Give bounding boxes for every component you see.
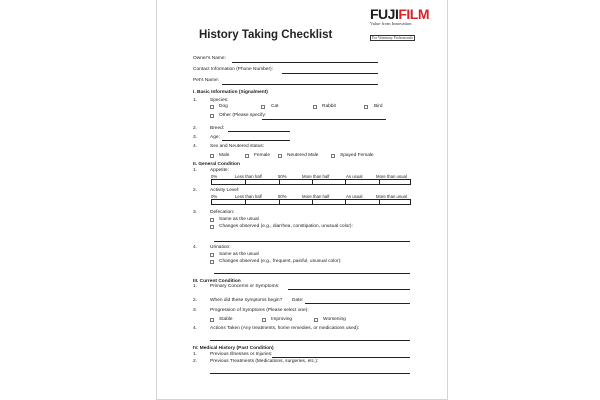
treatments-field[interactable]: [210, 373, 410, 374]
other-label: Other (Please specify:: [219, 113, 267, 118]
item-number: 3.: [193, 210, 198, 215]
female-label: Female: [254, 153, 270, 158]
item-number: 2.: [193, 359, 198, 364]
concerns-label: Primary Concerns or Symptoms:: [210, 284, 280, 289]
urination-changes-checkbox[interactable]: [210, 260, 214, 264]
pet-field[interactable]: [222, 84, 378, 85]
illnesses-field[interactable]: [272, 357, 410, 358]
contact-field[interactable]: [282, 73, 378, 74]
neutered-male-checkbox[interactable]: [278, 154, 282, 158]
other-field[interactable]: [262, 119, 386, 120]
defecation-same-checkbox[interactable]: [210, 218, 214, 222]
brand-prefix: FUJI: [370, 6, 399, 22]
urination-notes-field[interactable]: [214, 273, 410, 274]
rabbit-checkbox[interactable]: [313, 105, 317, 109]
breed-field[interactable]: [228, 131, 290, 132]
item-number: 1.: [193, 98, 198, 103]
brand-suffix: FILM: [398, 6, 429, 22]
owner-field[interactable]: [232, 62, 378, 63]
neutered-male-label: Neutered Male: [287, 153, 319, 158]
date-field[interactable]: [305, 303, 410, 304]
same-as-usual-label: Same as the usual: [219, 252, 259, 257]
scale-label: 0%: [211, 194, 218, 199]
item-number: 3.: [193, 135, 198, 140]
page-title: History Taking Checklist: [199, 29, 333, 41]
scale-label: 50%: [278, 194, 287, 199]
item-number: 4.: [193, 144, 198, 149]
appetite-scale[interactable]: [211, 179, 411, 185]
item-number: 2.: [193, 188, 198, 193]
item-number: 3.: [193, 308, 198, 313]
male-checkbox[interactable]: [210, 154, 214, 158]
defecation-label: Defecation:: [210, 210, 235, 215]
defecation-changes-checkbox[interactable]: [210, 225, 214, 229]
changes-label: Changes observed (e.g., frequent, painful, unusual color):: [219, 259, 342, 264]
brand-wordmark: [370, 6, 446, 22]
item-number: 4.: [193, 245, 198, 250]
brand-sub: For Veterinary Professionals: [372, 36, 413, 40]
section-1-heading: I. Basic Information (Signalment): [193, 90, 268, 95]
worsening-label: Worsening: [323, 317, 346, 322]
appetite-label: Appetite:: [210, 168, 229, 173]
item-number: 4.: [193, 326, 198, 331]
scale-label: Less than half: [235, 174, 262, 179]
sex-label: Sex and Neutered status:: [210, 144, 265, 149]
owner-label: Owner's Name:: [193, 56, 226, 61]
changes-label: Changes observed (e.g., diarrhea, constipation, unusual color):: [219, 224, 353, 229]
treatments-label: Previous Treatments (Medications, surgeries, etc.):: [210, 359, 319, 364]
scale-label: More than half: [302, 174, 330, 179]
item-number: 1.: [193, 168, 198, 173]
dog-checkbox[interactable]: [210, 105, 214, 109]
scale-label: 50%: [278, 174, 287, 179]
item-number: 2.: [193, 126, 198, 131]
brand-tagline: Value from Innovation: [370, 21, 412, 26]
section-4-heading: IV. Medical History (Past Condition): [193, 346, 274, 351]
improving-checkbox[interactable]: [262, 318, 266, 322]
actions-field[interactable]: [210, 340, 410, 341]
worsening-checkbox[interactable]: [314, 318, 318, 322]
stable-checkbox[interactable]: [210, 318, 214, 322]
contact-label: Contact Information (Phone Number):: [193, 67, 273, 72]
concerns-field[interactable]: [288, 289, 410, 290]
scale-label: More than usual: [376, 174, 407, 179]
spayed-female-checkbox[interactable]: [331, 154, 335, 158]
same-as-usual-label: Same as the usual: [219, 217, 259, 222]
scale-label: More than half: [302, 194, 330, 199]
spayed-female-label: Spayed Female: [340, 153, 374, 158]
improving-label: Improving: [271, 317, 293, 322]
scale-label: 0%: [211, 174, 218, 179]
date-label: Date:: [292, 298, 304, 303]
scale-label: Less than half: [235, 194, 262, 199]
item-number: 1.: [193, 352, 198, 357]
defecation-notes-field[interactable]: [214, 241, 410, 242]
scale-label: More than usual: [376, 194, 407, 199]
cat-label: Cat: [271, 104, 279, 109]
item-number: 1.: [193, 284, 198, 289]
item-number: 2.: [193, 298, 198, 303]
scale-label: As usual: [346, 194, 363, 199]
cat-checkbox[interactable]: [261, 105, 265, 109]
scale-label: As usual: [346, 174, 363, 179]
dog-label: Dog: [219, 104, 228, 109]
progression-label: Progression of Symptoms (Please select one):: [210, 308, 309, 313]
fujifilm-logo: [370, 6, 446, 44]
bird-label: Bird: [374, 104, 383, 109]
rabbit-label: Rabbit: [322, 104, 336, 109]
other-checkbox[interactable]: [210, 114, 214, 118]
bird-checkbox[interactable]: [364, 105, 368, 109]
actions-label: Actions Taken (Any treatments, home remedies, or medications used):: [210, 326, 360, 331]
age-label: Age:: [210, 135, 220, 140]
breed-label: Breed:: [210, 126, 225, 131]
age-field[interactable]: [222, 140, 290, 141]
female-checkbox[interactable]: [245, 154, 249, 158]
activity-label: Activity Level:: [210, 188, 240, 193]
illnesses-label: Previous Illnesses or Injuries:: [210, 352, 273, 357]
section-2-heading: II. General Condition: [193, 162, 240, 167]
section-3-heading: III. Current Condition: [193, 279, 241, 284]
activity-scale[interactable]: [211, 199, 411, 205]
stable-label: Stable: [219, 317, 233, 322]
urination-same-checkbox[interactable]: [210, 253, 214, 257]
urination-label: Urination:: [210, 245, 231, 250]
male-label: Male: [219, 153, 230, 158]
when-label: When did these symptoms begin?: [210, 298, 283, 303]
species-label: Species:: [210, 98, 229, 103]
pet-label: Pet's Name:: [193, 78, 219, 83]
